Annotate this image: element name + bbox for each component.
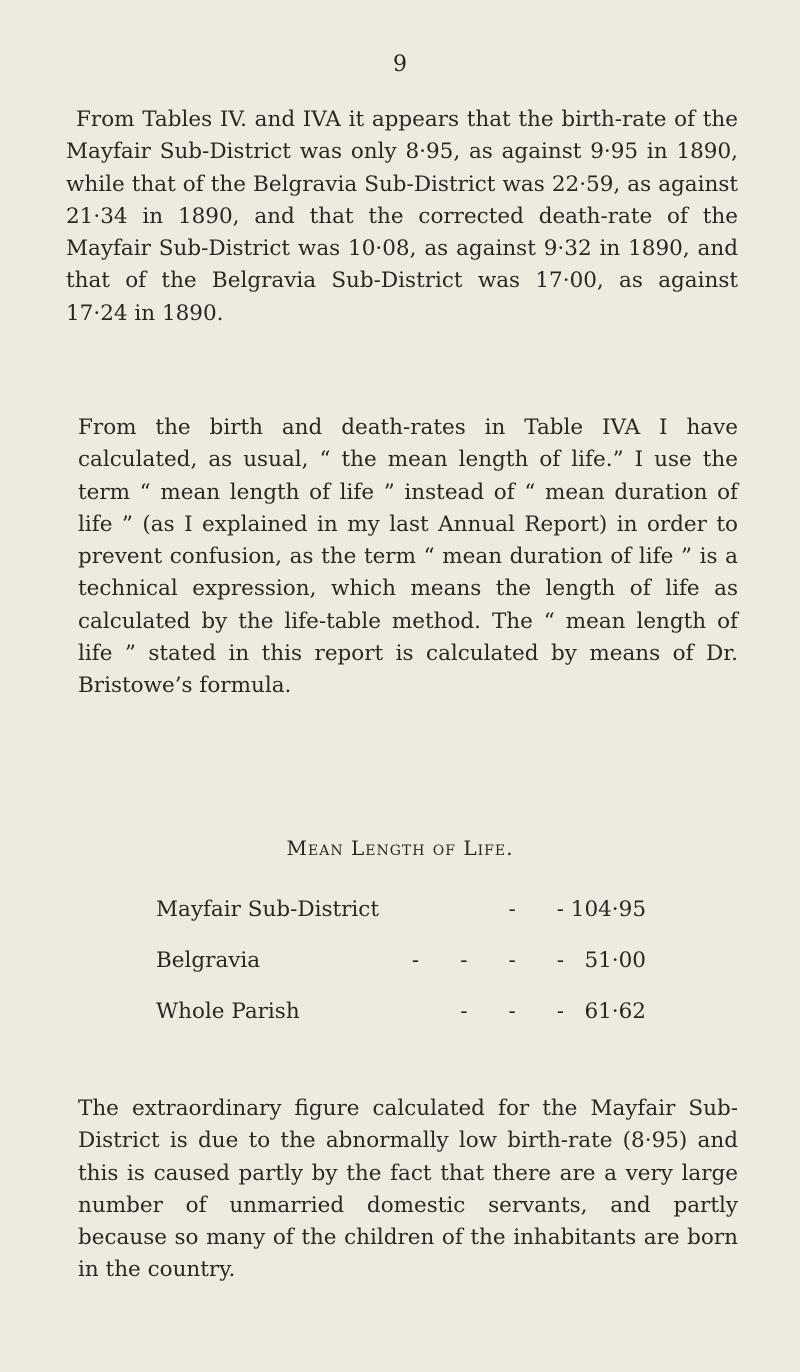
table-row: [156, 999, 656, 1033]
row-value: 104·95: [570, 897, 646, 922]
row-leader: - -: [508, 897, 564, 922]
paragraph-mean-length-of-life: From the birth and death-rates in Table IVA I have calculated, as usual, “ the mean length of life.” I use the term “ mean length of life ” instead of “ mean duration of life ” (as I explained in my last Annual Report) in order to prevent confusion, as the term “ mean duration of life ” is a technical expression, which means the length of life as calculated by the life-table method. The “ mean length of life ” stated in this report is calculated by means of Dr. Bristowe’s formula.: [78, 415, 738, 699]
row-value: 61·62: [584, 999, 646, 1024]
row-label: Whole Parish: [156, 999, 300, 1024]
row-label: Mayfair Sub-District: [156, 897, 379, 922]
paragraph-mayfair-explanation: The extraordinary figure calculated for the Mayfair Sub-District is due to the abnormally low birth-rate (8·95) and this is caused partly by the fact that there are a very large number of unmarried domestic servants, and partly because so many of the children of the inhabitants are born in the country.: [78, 1096, 738, 1283]
paragraph-birth-death-rates: From Tables IV. and IVA it appears that the birth-rate of the Mayfair Sub-District was only 8·95, as against 9·95 in 1890, while that of the Belgravia Sub-District was 22·59, as against 21·34 in 1890, and that the corrected death-rate of the Mayfair Sub-District was 10·08, as against 9·32 in 1890, and that of the Belgravia Sub-District was 17·00, as against 17·24 in 1890.: [66, 107, 738, 326]
row-leader: - - -: [460, 999, 564, 1024]
page-number: 9: [393, 52, 407, 77]
table-row: [156, 897, 656, 931]
table-row: [156, 948, 656, 982]
row-value: 51·00: [584, 948, 646, 973]
row-leader: - - - -: [411, 948, 564, 973]
row-label: Belgravia: [156, 948, 261, 973]
table-title: Mean Length of Life.: [286, 836, 514, 860]
